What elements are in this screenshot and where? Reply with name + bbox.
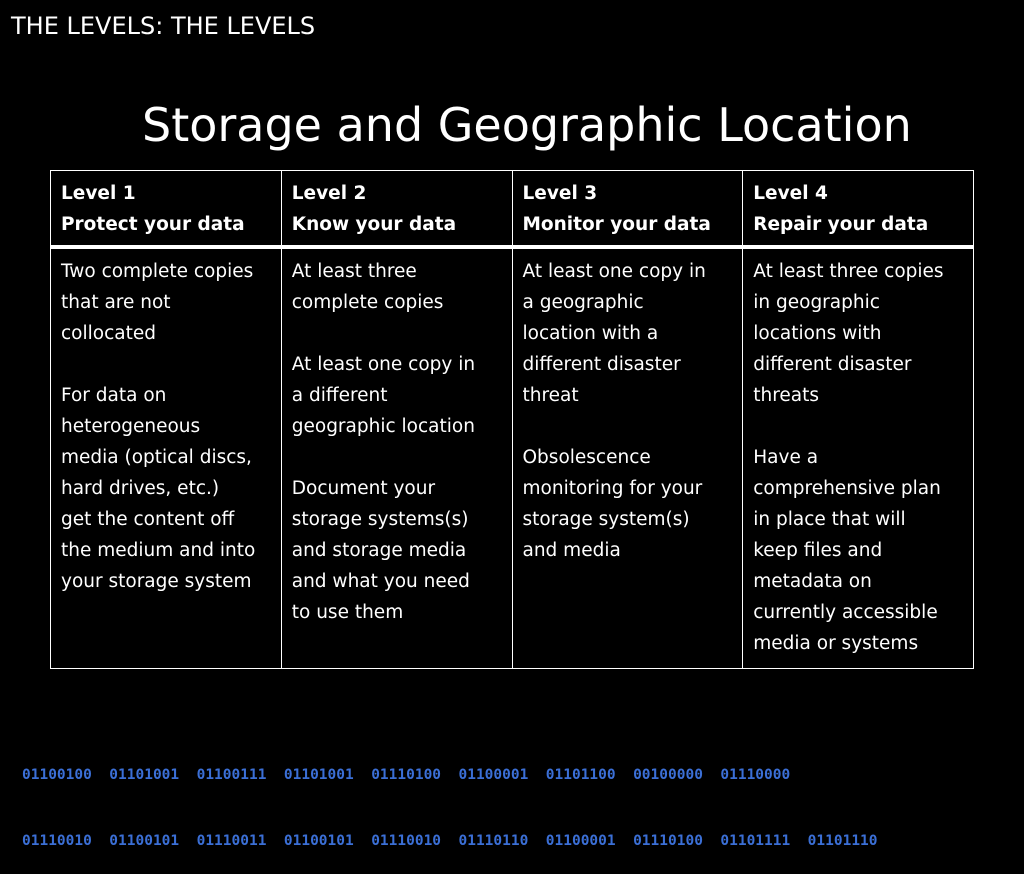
cell-text-line: hard drives, etc.) (61, 478, 220, 499)
cell-text-line (523, 411, 733, 442)
cell-text-line: location with a (522, 323, 659, 344)
cell-text-line: a different (291, 385, 388, 406)
cell-text-line: to use them (291, 602, 404, 623)
cell-text-line: threats (753, 385, 820, 406)
cell-text-line: comprehensive plan (753, 478, 941, 499)
cell-text-line: media (optical discs, (61, 447, 252, 468)
cell-text-line: a geographic (522, 292, 644, 313)
column-header-level-2 (281, 171, 512, 248)
column-level-label: Level 3 (522, 183, 598, 204)
cell-text-line: Document your (291, 478, 436, 499)
cell-text-line: locations with (753, 323, 882, 344)
cell-text-line: and media (522, 540, 621, 561)
column-subtitle: Protect your data (61, 214, 245, 235)
cell-text-line: At least one copy in (522, 261, 706, 282)
cell-text-line: heterogeneous (61, 416, 201, 437)
cell-text-line: geographic location (291, 416, 475, 437)
cell-text-line: Two complete copies (61, 261, 254, 282)
cell-text-line: your storage system (61, 571, 252, 592)
cell-text-line: At least three (291, 261, 417, 282)
cell-text-line: the medium and into (61, 540, 256, 561)
cell-text-line: Have a (753, 447, 819, 468)
cell-text-line: At least one copy in (291, 354, 476, 375)
cell-text-line: and what you need (291, 571, 470, 592)
table-row (51, 247, 974, 669)
binary-line: 01100100 01101001 01100111 01101001 01110100 01100001 01101100 00100000 01110000 (22, 767, 791, 783)
column-header-level-4 (743, 171, 974, 248)
cell-text-line: that are not (61, 292, 171, 313)
column-level-label: Level 2 (291, 183, 367, 204)
cell-text-line (61, 349, 271, 380)
cell-text-line: in geographic (753, 292, 880, 313)
cell-text-line: storage system(s) (522, 509, 690, 530)
column-subtitle: Repair your data (753, 214, 929, 235)
binary-footer (22, 720, 878, 874)
cell-text-line (292, 442, 502, 473)
cell-text-line: metadata on (753, 571, 872, 592)
cell-text-line (753, 411, 963, 442)
cell-level-4 (743, 247, 974, 669)
column-header-level-1 (51, 171, 282, 248)
cell-text-line: currently accessible (753, 602, 938, 623)
cell-text-line: different disaster (753, 354, 912, 375)
binary-line: 01110010 01100101 01110011 01100101 01110010 01110110 01100001 01110100 01101111 01101110 (22, 833, 878, 849)
cell-text-line: At least three copies (753, 261, 944, 282)
table-header-row (51, 171, 974, 248)
cell-text-line: threat (522, 385, 579, 406)
column-subtitle: Know your data (291, 214, 457, 235)
header-title: THE LEVELS: THE LEVELS (11, 12, 316, 40)
cell-text-line: For data on (61, 385, 167, 406)
cell-level-2 (281, 247, 512, 669)
cell-level-1 (51, 247, 282, 669)
cell-text-line: monitoring for your (522, 478, 703, 499)
cell-text-line: in place that will (753, 509, 906, 530)
cell-text-line (292, 318, 502, 349)
column-subtitle: Monitor your data (522, 214, 711, 235)
cell-text-line: Obsolescence (522, 447, 651, 468)
cell-text-line: media or systems (753, 633, 919, 654)
cell-text-line: complete copies (291, 292, 444, 313)
cell-level-3 (512, 247, 743, 669)
cell-text-line: storage systems(s) (291, 509, 469, 530)
slide-title: Storage and Geographic Location (142, 98, 912, 152)
column-header-level-3 (512, 171, 743, 248)
cell-text-line: collocated (61, 323, 156, 344)
column-level-label: Level 1 (61, 183, 136, 204)
cell-text-line: and storage media (291, 540, 467, 561)
cell-text-line: keep files and (753, 540, 883, 561)
cell-text-line: get the content off (61, 509, 235, 530)
levels-table (50, 170, 974, 669)
cell-text-line: different disaster (522, 354, 681, 375)
column-level-label: Level 4 (753, 183, 828, 204)
